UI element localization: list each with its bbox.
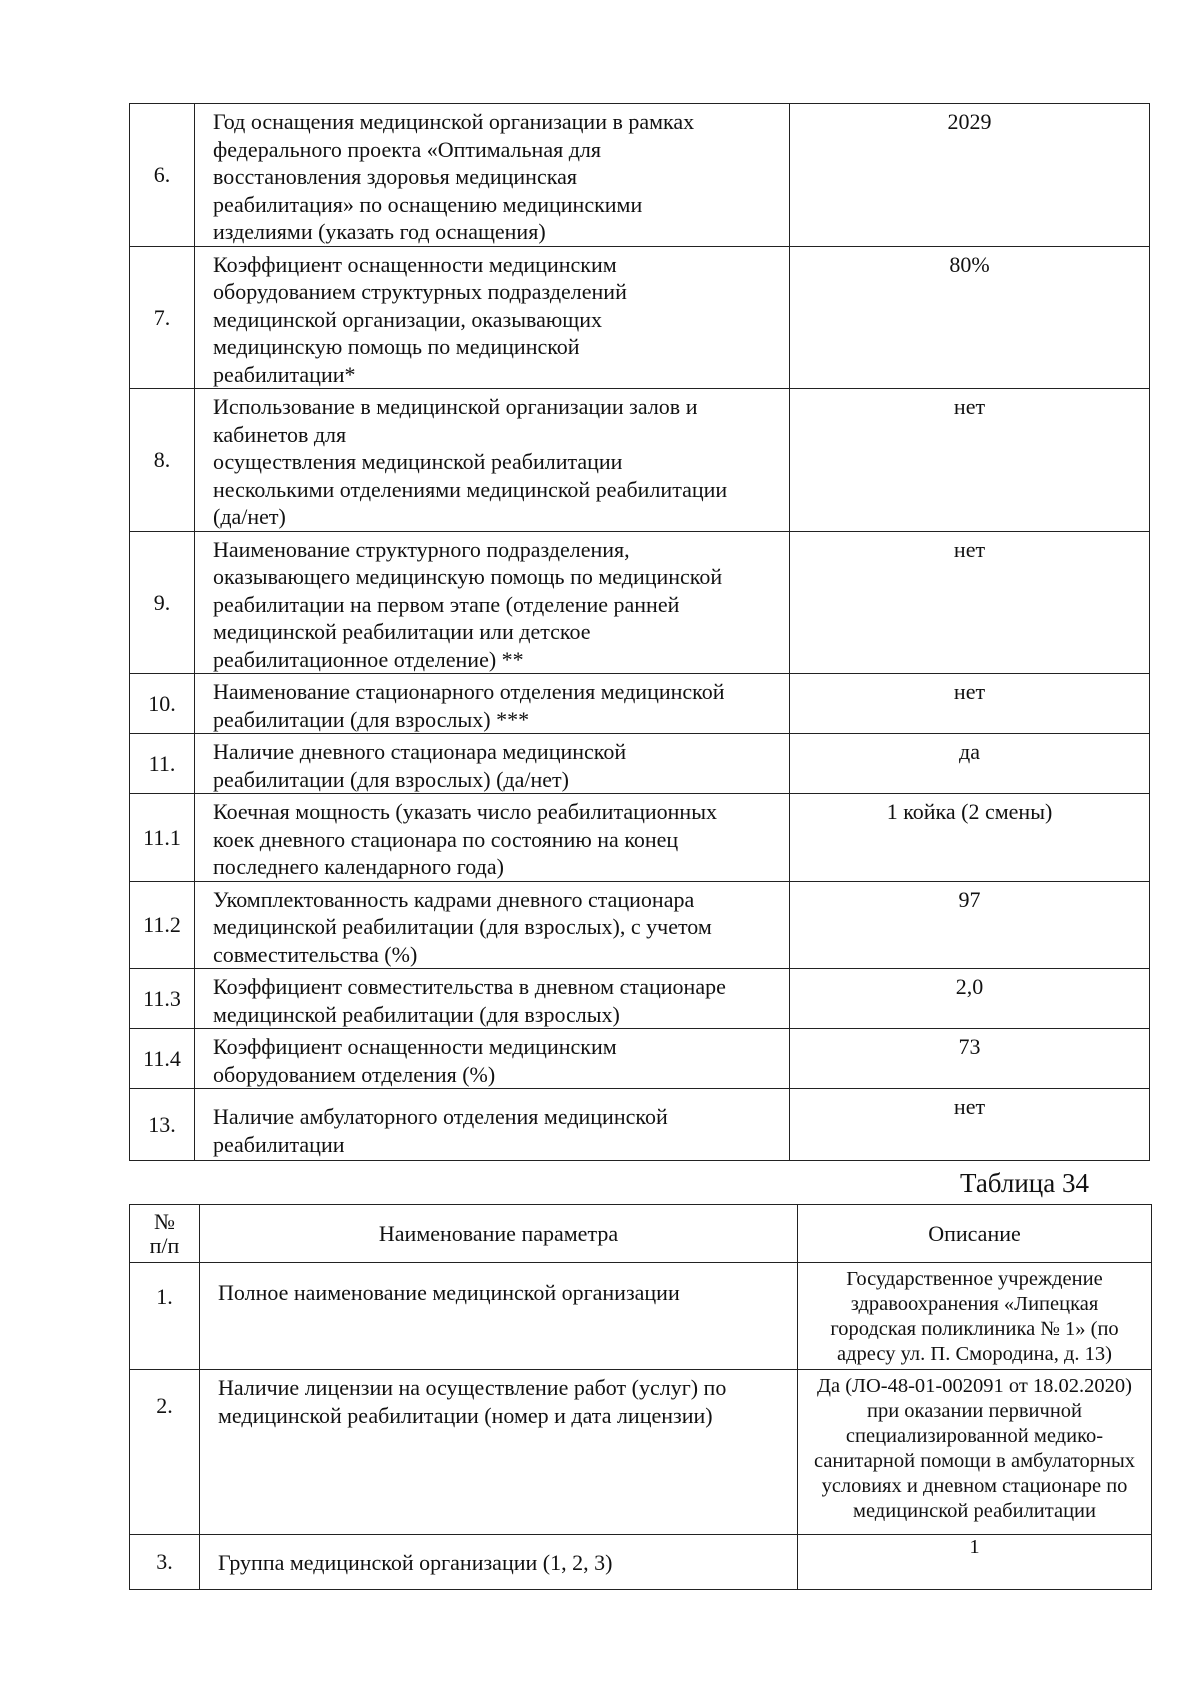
row-number: 13.	[130, 1089, 195, 1161]
table-row	[130, 531, 1150, 674]
row-number: 6.	[130, 104, 195, 247]
table-row	[130, 1029, 1150, 1089]
parameter-value: 1 койка (2 смены)	[790, 794, 1150, 882]
parameter-name: Наименование стационарного отделения медицинской реабилитации (для взрослых) ***	[195, 674, 790, 734]
parameter-value: 2,0	[790, 969, 1150, 1029]
table-header-row	[130, 1205, 1152, 1263]
parameter-name: Коэффициент совместительства в дневном стационаре медицинской реабилитации (для взрослых)	[195, 969, 790, 1029]
parameter-value: 80%	[790, 246, 1150, 389]
row-number: 11.2	[130, 881, 195, 969]
header-description: Описание	[798, 1205, 1152, 1263]
parameter-name: Наличие дневного стационара медицинской реабилитации (для взрослых) (да/нет)	[195, 734, 790, 794]
header-parameter-name: Наименование параметра	[200, 1205, 798, 1263]
parameter-name: Коечная мощность (указать число реабилитационных коек дневного стационара по состоянию на конец последнего календарного года)	[195, 794, 790, 882]
table-row	[130, 674, 1150, 734]
parameter-value: да	[790, 734, 1150, 794]
row-number: 10.	[130, 674, 195, 734]
row-number: 11.	[130, 734, 195, 794]
parameter-name: Наличие амбулаторного отделения медицинской реабилитации	[195, 1089, 790, 1161]
row-number: 8.	[130, 389, 195, 532]
parameter-name: Укомплектованность кадрами дневного стационара медицинской реабилитации (для взрослых), с учетом совместительства (%)	[195, 881, 790, 969]
row-number: 11.3	[130, 969, 195, 1029]
table-row	[130, 389, 1150, 532]
row-number: 9.	[130, 531, 195, 674]
parameter-name: Группа медицинской организации (1, 2, 3)	[200, 1535, 798, 1590]
parameter-value: 97	[790, 881, 1150, 969]
row-number: 11.1	[130, 794, 195, 882]
parameter-name: Коэффициент оснащенности медицинским оборудованием структурных подразделений медицинской организации, оказывающих медицинскую помощь по медицинской реабилитации*	[195, 246, 790, 389]
row-number: 2.	[130, 1370, 200, 1535]
parameter-value: нет	[790, 1089, 1150, 1161]
parameter-value: нет	[790, 389, 1150, 532]
row-number: 11.4	[130, 1029, 195, 1089]
table-row	[130, 1370, 1152, 1535]
table-row	[130, 881, 1150, 969]
parameter-name: Год оснащения медицинской организации в рамках федерального проекта «Оптимальная для восстановления здоровья медицинская реабилитация» по оснащению медицинскими изделиями (указать год оснащения)	[195, 104, 790, 247]
row-number: 1.	[130, 1263, 200, 1370]
table-row	[130, 104, 1150, 247]
table-row	[130, 1263, 1152, 1370]
parameter-name: Коэффициент оснащенности медицинским оборудованием отделения (%)	[195, 1029, 790, 1089]
table-34	[129, 1204, 1152, 1590]
parameter-name: Наименование структурного подразделения, оказывающего медицинскую помощь по медицинской реабилитации на первом этапе (отделение ранней медицинской реабилитации или детское реабилитационное отделение) **	[195, 531, 790, 674]
parameters-table-continued	[129, 103, 1150, 1161]
parameter-name: Использование в медицинской организации залов и кабинетов для осуществления медицинской реабилитации несколькими отделениями медицинской реабилитации (да/нет)	[195, 389, 790, 532]
row-number: 3.	[130, 1535, 200, 1590]
header-number: № п/п	[130, 1205, 200, 1263]
parameter-value: 1	[798, 1535, 1152, 1590]
parameter-name: Наличие лицензии на осуществление работ (услуг) по медицинской реабилитации (номер и дата лицензии)	[200, 1370, 798, 1535]
table-row	[130, 1535, 1152, 1590]
parameter-value: нет	[790, 531, 1150, 674]
table-row	[130, 1089, 1150, 1161]
row-number: 7.	[130, 246, 195, 389]
parameter-value: Да (ЛО-48-01-002091 от 18.02.2020) при оказании первичной специализированной медико- санитарной помощи в амбулаторных условиях и дневном стационаре по медицинской реабилитации	[798, 1370, 1152, 1535]
parameter-value: 2029	[790, 104, 1150, 247]
parameter-value: 73	[790, 1029, 1150, 1089]
parameter-name: Полное наименование медицинской организации	[200, 1263, 798, 1370]
table-caption: Таблица 34	[960, 1168, 1089, 1198]
parameter-value: Государственное учреждение здравоохранения «Липецкая городская поликлиника № 1» (по адресу ул. П. Смородина, д. 13)	[798, 1263, 1152, 1370]
table-row	[130, 734, 1150, 794]
table-row	[130, 969, 1150, 1029]
table-row	[130, 246, 1150, 389]
parameter-value: нет	[790, 674, 1150, 734]
table-row	[130, 794, 1150, 882]
